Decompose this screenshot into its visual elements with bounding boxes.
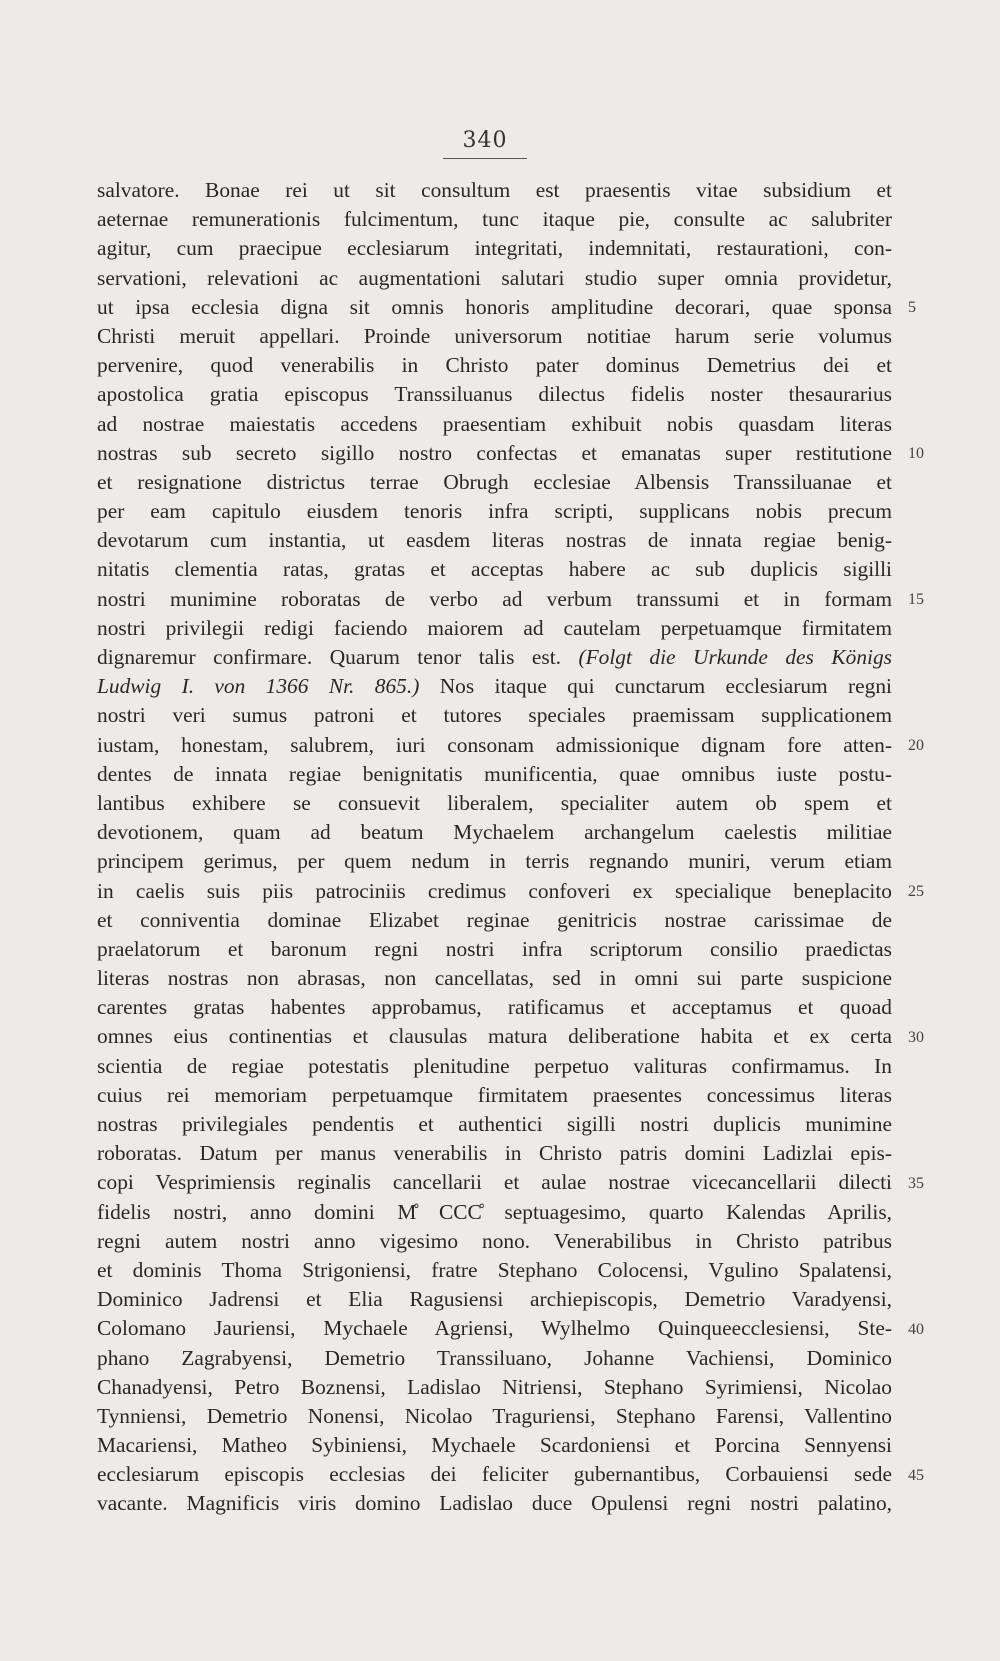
text-segment: nostras privilegiales pendentis et authentici sigilli nostri duplicis munimine: [97, 1112, 892, 1136]
text-line: [97, 643, 892, 672]
text-line: [97, 731, 892, 760]
text-line: [97, 1431, 892, 1460]
text-segment: ad nostrae maiestatis accedens praesentiam exhibuit nobis quasdam literas: [97, 411, 892, 436]
line-number-5: 5: [908, 298, 916, 316]
text-segment: Tynniensi, Demetrio Nonensi, Nicolao Traguriensi, Stephano Farensi, Vallentino: [97, 1403, 892, 1428]
text-segment: ecclesiarum episcopis ecclesias dei feliciter gubernantibus, Corbauiensi sede: [97, 1462, 892, 1487]
text-segment: nostri privilegii redigi faciendo maiorem ad cautelam perpetuamque firmitatem: [97, 615, 892, 640]
text-segment: agitur, cum praecipue ecclesiarum integritati, indemnitati, restaurationi, con-: [97, 236, 892, 261]
text-line: [97, 497, 892, 526]
text-line: [97, 1110, 892, 1139]
text-segment: nitatis clementia ratas, gratas et acceptas habere ac sub duplicis sigilli: [97, 557, 892, 582]
text-segment: servationi, relevationi ac augmentationi salutari studio super omnia providetur,: [97, 265, 892, 290]
text-segment: fidelis nostri, anno domini M̊ CCC̊ septuagesimo, quarto Kalendas Aprilis,: [97, 1199, 892, 1224]
text-line: [97, 351, 892, 380]
text-segment: iustam, honestam, salubrem, iuri consonam admissionique dignam fore atten-: [97, 732, 892, 757]
text-line: [97, 1198, 892, 1227]
text-segment: principem gerimus, per quem nedum in terris regnando muniri, verum etiam: [97, 849, 892, 874]
text-line: [97, 293, 892, 322]
text-line: [97, 264, 892, 293]
text-line: [97, 1052, 892, 1081]
text-segment: cuius rei memoriam perpetuamque firmitatem praesentes concessimus literas: [97, 1082, 892, 1107]
text-segment: Macariensi, Matheo Sybiniensi, Mychaele Scardoniensi et Porcina Sennyensi: [97, 1433, 892, 1458]
text-line: [97, 760, 892, 789]
text-line: [97, 1168, 892, 1197]
text-line: [97, 1285, 892, 1314]
text-segment: per eam capitulo eiusdem tenoris infra scripti, supplicans nobis precum: [97, 499, 892, 524]
line-number-20: 20: [908, 736, 924, 754]
text-segment: nostri munimine roboratas de verbo ad verbum transsumi et in formam: [97, 586, 892, 611]
text-line: [97, 1314, 892, 1343]
text-segment: dentes de innata regiae benignitatis munificentia, quae omnibus iuste postu-: [97, 761, 892, 786]
text-line: [97, 877, 892, 906]
text-segment: Nos itaque qui cunctarum ecclesiarum regni: [419, 674, 892, 699]
text-line: [97, 1081, 892, 1110]
text-line: [97, 1373, 892, 1402]
text-segment: et resignatione districtus terrae Obrugh ecclesiae Albensis Transsiluanae et: [97, 469, 892, 494]
text-line: [97, 964, 892, 993]
text-line: [97, 847, 892, 876]
text-line: [97, 935, 892, 964]
text-line: [97, 1460, 892, 1489]
text-line: [97, 993, 892, 1022]
text-line: [97, 906, 892, 935]
text-segment: et conniventia dominae Elizabet reginae genitricis nostrae carissimae de: [97, 907, 892, 932]
text-line: [97, 555, 892, 584]
body-text: [97, 176, 892, 1519]
text-line: [97, 1022, 892, 1051]
text-line: [97, 1489, 892, 1518]
text-segment: regni autem nostri anno vigesimo nono. Venerabilibus in Christo patribus: [97, 1228, 892, 1253]
text-segment: carentes gratas habentes approbamus, ratificamus et acceptamus et quoad: [97, 995, 892, 1020]
line-number-10: 10: [908, 444, 924, 462]
line-number-45: 45: [908, 1466, 924, 1484]
text-segment: omnes eius continentias et clausulas matura deliberatione habita et ex certa: [97, 1024, 892, 1049]
text-segment: devotionem, quam ad beatum Mychaelem archangelum caelestis militiae: [97, 820, 892, 845]
line-number-30: 30: [908, 1028, 924, 1046]
text-segment: in caelis suis piis patrociniis credimus confoveri ex specialique beneplacito: [97, 878, 892, 903]
text-segment: devotarum cum instantia, ut easdem literas nostras de innata regiae benig-: [97, 528, 892, 553]
text-segment: nostras sub secreto sigillo nostro confectas et emanatas super restitutione: [97, 440, 892, 465]
page-number: 340: [462, 128, 508, 153]
text-line: [97, 585, 892, 614]
text-line: [97, 1402, 892, 1431]
text-segment: Dominico Jadrensi et Elia Ragusiensi archiepiscopis, Demetrio Varadyensi,: [97, 1287, 892, 1312]
text-segment: Colomano Jauriensi, Mychaele Agriensi, Wylhelmo Quinqueecclesiensi, Ste-: [97, 1316, 892, 1341]
text-segment: lantibus exhibere se consuevit liberalem, specialiter autem ob spem et: [97, 790, 892, 815]
text-segment: Chanadyensi, Petro Boznensi, Ladislao Nitriensi, Stephano Syrimiensi, Nicolao: [97, 1374, 892, 1399]
text-segment: Christi meruit appellari. Proinde universorum notitiae harum serie volumus: [97, 323, 892, 348]
text-segment: literas nostras non abrasas, non cancellatas, sed in omni sui parte suspicione: [97, 966, 892, 991]
text-segment: phano Zagrabyensi, Demetrio Transsiluano, Johanne Vachiensi, Dominico: [97, 1345, 892, 1370]
text-line: [97, 439, 892, 468]
text-segment: salvatore. Bonae rei ut sit consultum est praesentis vitae subsidium et: [97, 178, 892, 202]
text-segment: vacante. Magnificis viris domino Ladislao duce Opulensi regni nostri palatino,: [97, 1491, 892, 1516]
text-segment: copi Vesprimiensis reginalis cancellarii et aulae nostrae vicecancellarii dilecti: [97, 1170, 892, 1195]
line-number-35: 35: [908, 1174, 924, 1192]
text-line: [97, 1139, 892, 1168]
line-number-15: 15: [908, 590, 924, 608]
text-segment: roboratas. Datum per manus venerabilis in Christo patris domini Ladizlai epis-: [97, 1141, 892, 1166]
text-line: [97, 789, 892, 818]
text-segment: aeternae remunerationis fulcimentum, tunc itaque pie, consulte ac salubriter: [97, 207, 892, 232]
text-segment: praelatorum et baronum regni nostri infra scriptorum consilio praedictas: [97, 936, 892, 961]
text-line: [97, 672, 892, 701]
text-line: [97, 234, 892, 263]
text-line: [97, 176, 892, 205]
italic-text-segment: Ludwig I. von 1366 Nr. 865.): [97, 674, 420, 699]
text-line: [97, 1256, 892, 1285]
text-line: [97, 410, 892, 439]
text-line: [97, 614, 892, 643]
text-segment: scientia de regiae potestatis plenitudine perpetuo valituras confirmamus. In: [97, 1053, 892, 1078]
text-segment: nostri veri sumus patroni et tutores speciales praemissam supplicationem: [97, 703, 892, 728]
page-number-rule: [443, 158, 527, 159]
text-line: [97, 701, 892, 730]
text-line: [97, 1344, 892, 1373]
text-segment: et dominis Thoma Strigoniensi, fratre Stephano Colocensi, Vgulino Spalatensi,: [97, 1257, 892, 1282]
text-line: [97, 322, 892, 351]
text-segment: dignaremur confirmare. Quarum tenor talis est.: [97, 645, 579, 669]
text-line: [97, 205, 892, 234]
text-segment: pervenire, quod venerabilis in Christo pater dominus Demetrius dei et: [97, 353, 892, 378]
line-number-25: 25: [908, 882, 924, 900]
text-line: [97, 526, 892, 555]
text-line: [97, 380, 892, 409]
line-number-40: 40: [908, 1320, 924, 1338]
text-line: [97, 1227, 892, 1256]
text-segment: apostolica gratia episcopus Transsiluanus dilectus fidelis noster thesaurarius: [97, 382, 892, 407]
italic-text-segment: (Folgt die Urkunde des Königs: [578, 645, 892, 669]
text-line: [97, 818, 892, 847]
text-line: [97, 468, 892, 497]
text-segment: ut ipsa ecclesia digna sit omnis honoris amplitudine decorari, quae sponsa: [97, 294, 892, 319]
